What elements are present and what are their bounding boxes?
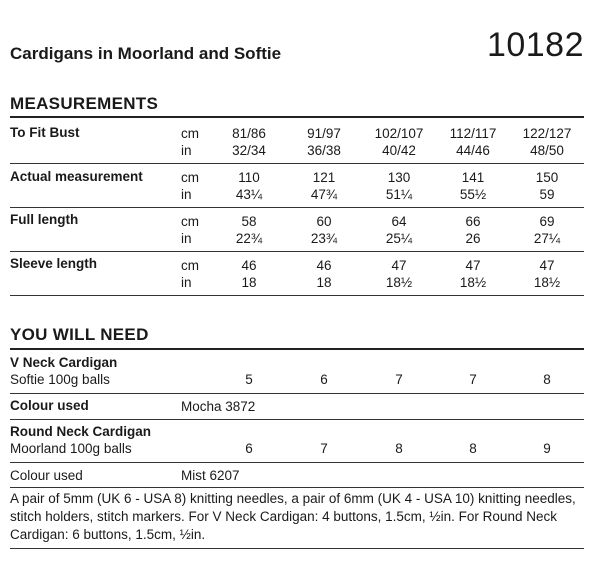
unit-in: in [181, 187, 192, 202]
measurements-heading: MEASUREMENTS [10, 94, 159, 113]
divider [10, 419, 584, 420]
materials-notes: A pair of 5mm (UK 6 - USA 8) knitting needles, a pair of 6mm (UK 4 - USA 10) knitting needles, stitch holders, stitch markers. For V Neck Cardigan: 4 buttons, 1.5cm, ½in. For Round Neck Cardigan: 6 buttons, 1.5cm, ½in. [10, 491, 576, 542]
value-cell: 64 [391, 214, 407, 229]
value-cell: 43¼ [235, 187, 263, 202]
balls-cell: 7 [320, 441, 328, 456]
balls-cell: 8 [543, 372, 551, 387]
value-cell: 44/46 [456, 143, 490, 158]
unit-cm: cm [181, 170, 199, 185]
round-neck-colour: Mist 6207 [181, 468, 240, 483]
divider [10, 163, 584, 164]
divider [10, 462, 584, 463]
row-label-actual: Actual measurement [10, 169, 143, 184]
divider [10, 487, 584, 488]
you-will-need-heading: YOU WILL NEED [10, 325, 149, 344]
value-cell: 26 [465, 231, 481, 246]
value-cell: 46 [316, 258, 332, 273]
divider [10, 548, 584, 549]
unit-in: in [181, 275, 192, 290]
round-neck-yarn: Moorland 100g balls [10, 441, 132, 456]
unit-in: in [181, 143, 192, 158]
v-neck-yarn: Softie 100g balls [10, 372, 110, 387]
value-cell: 47¾ [310, 187, 338, 202]
value-cell: 25¼ [385, 231, 413, 246]
row-label-sleeve-length: Sleeve length [10, 256, 98, 271]
divider [10, 393, 584, 394]
value-cell: 102/107 [374, 126, 424, 141]
pattern-number: 10182 [486, 26, 584, 64]
balls-cell: 7 [469, 372, 477, 387]
balls-cell: 7 [395, 372, 403, 387]
value-cell: 18½ [385, 275, 413, 290]
unit-cm: cm [181, 126, 199, 141]
value-cell: 55½ [459, 187, 487, 202]
balls-cell: 6 [245, 441, 253, 456]
balls-cell: 6 [320, 372, 328, 387]
balls-cell: 9 [543, 441, 551, 456]
value-cell: 51¼ [385, 187, 413, 202]
value-cell: 66 [465, 214, 481, 229]
value-cell: 122/127 [522, 126, 572, 141]
value-cell: 18 [316, 275, 332, 290]
value-cell: 47 [465, 258, 481, 273]
value-cell: 60 [316, 214, 332, 229]
page-title: Cardigans in Moorland and Softie [10, 44, 282, 63]
v-neck-colour-label: Colour used [10, 398, 89, 413]
value-cell: 141 [461, 170, 485, 185]
value-cell: 59 [539, 187, 555, 202]
balls-cell: 8 [469, 441, 477, 456]
unit-in: in [181, 231, 192, 246]
value-cell: 18 [241, 275, 257, 290]
value-cell: 48/50 [530, 143, 564, 158]
round-neck-colour-label: Colour used [10, 468, 83, 483]
balls-cell: 8 [395, 441, 403, 456]
value-cell: 18½ [459, 275, 487, 290]
unit-cm: cm [181, 214, 199, 229]
divider [10, 207, 584, 208]
row-label-bust: To Fit Bust [10, 125, 80, 140]
value-cell: 150 [535, 170, 559, 185]
unit-cm: cm [181, 258, 199, 273]
value-cell: 36/38 [307, 143, 341, 158]
value-cell: 27¼ [533, 231, 561, 246]
divider [10, 251, 584, 252]
value-cell: 81/86 [232, 126, 266, 141]
value-cell: 69 [539, 214, 555, 229]
value-cell: 46 [241, 258, 257, 273]
value-cell: 47 [539, 258, 555, 273]
divider [10, 116, 584, 118]
round-neck-title: Round Neck Cardigan [10, 424, 152, 439]
value-cell: 23¾ [310, 231, 338, 246]
value-cell: 40/42 [382, 143, 416, 158]
divider [10, 295, 584, 296]
v-neck-title: V Neck Cardigan [10, 355, 118, 370]
balls-cell: 5 [245, 372, 253, 387]
value-cell: 130 [387, 170, 411, 185]
value-cell: 32/34 [232, 143, 266, 158]
value-cell: 112/117 [449, 126, 497, 141]
value-cell: 47 [391, 258, 407, 273]
row-label-full-length: Full length [10, 212, 79, 227]
value-cell: 121 [312, 170, 336, 185]
value-cell: 58 [241, 214, 257, 229]
value-cell: 110 [238, 170, 260, 185]
divider [10, 348, 584, 350]
value-cell: 91/97 [307, 126, 341, 141]
value-cell: 18½ [533, 275, 561, 290]
v-neck-colour: Mocha 3872 [181, 399, 256, 414]
value-cell: 22¾ [235, 231, 263, 246]
